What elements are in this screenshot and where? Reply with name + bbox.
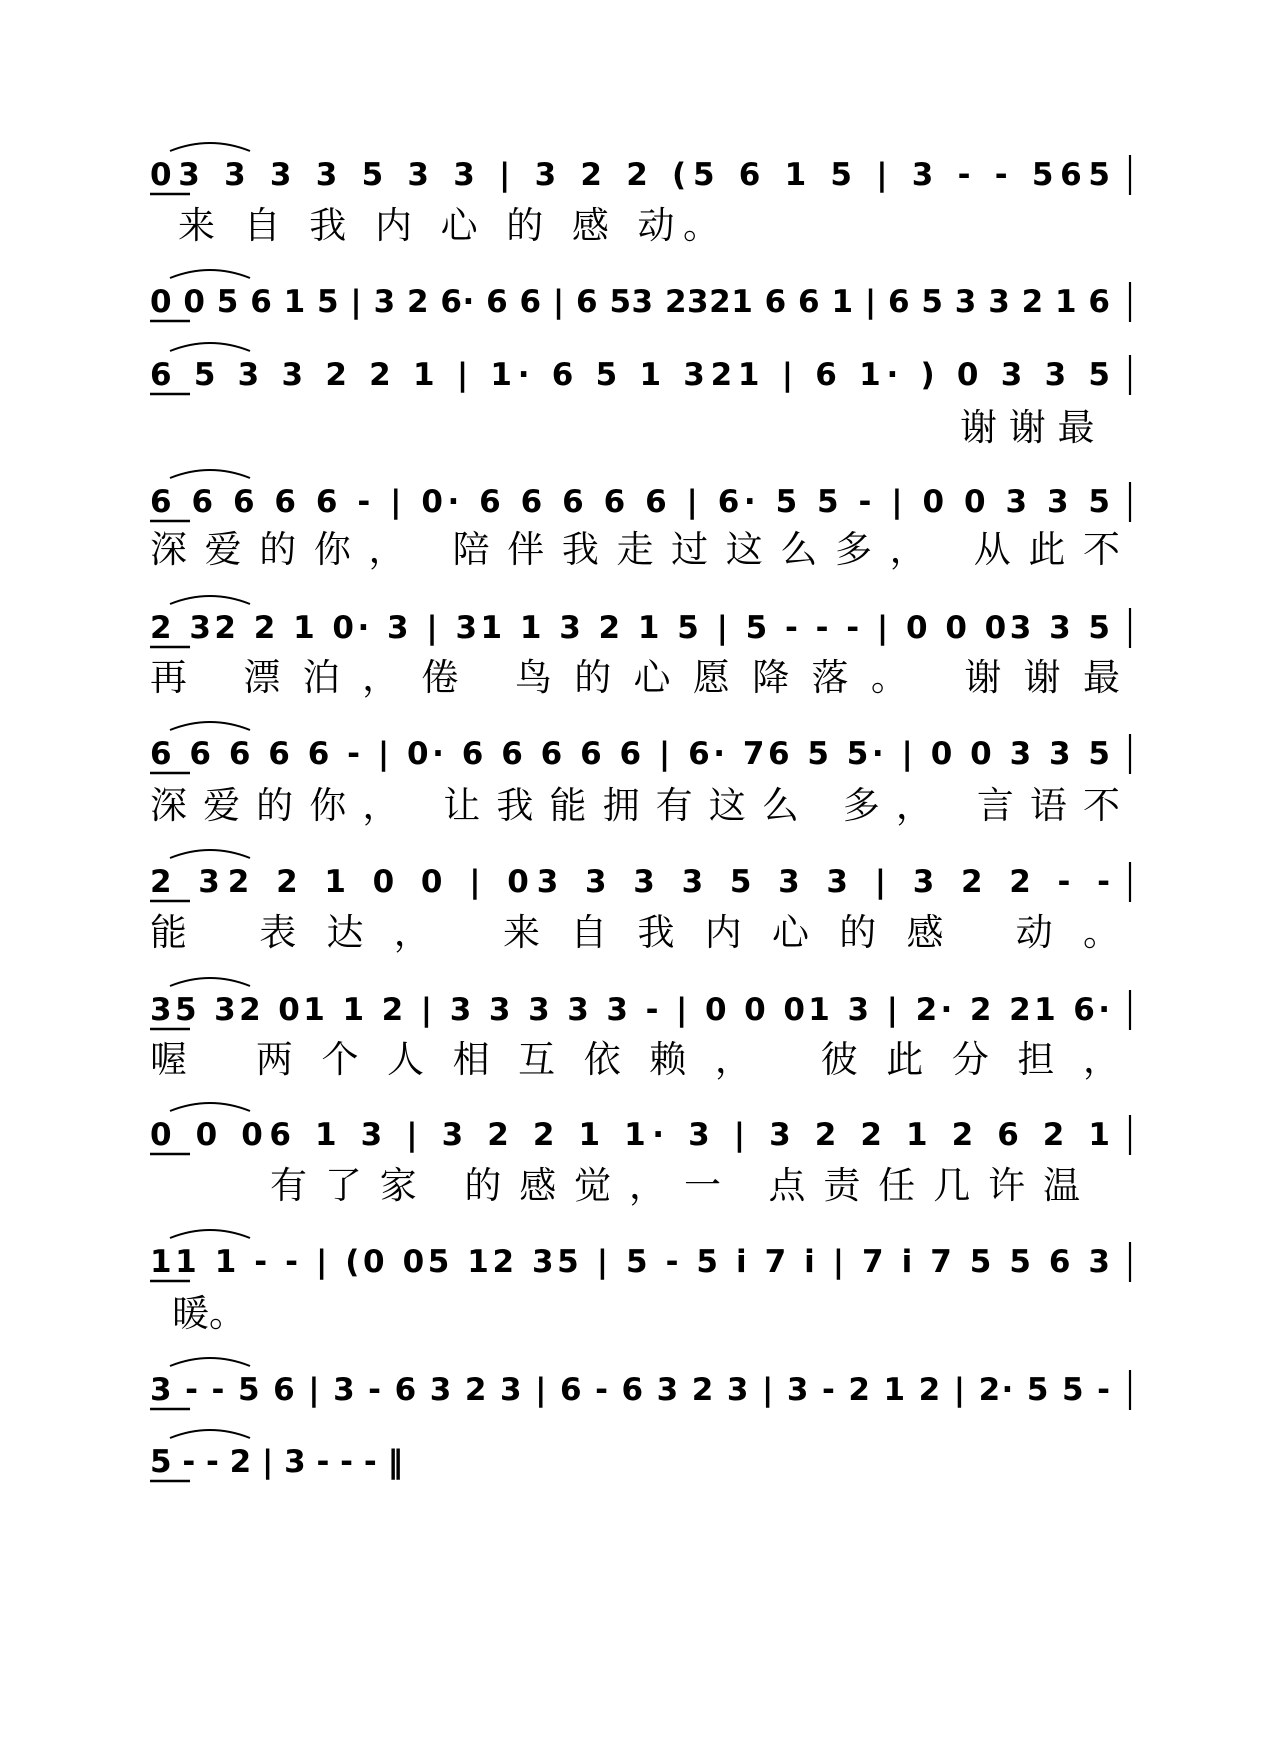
notation-line: 2 32 2 1 0· 3 | 31 1 3 2 1 5 | 5 - - - | 0 0 03 3 5: [150, 610, 1110, 646]
lyric-line: 深爱的你， 让我能拥有这么 多， 言语不: [150, 784, 1120, 827]
lyric-line: 有了家 的感觉，一 点责任几许温: [270, 1164, 1080, 1207]
lyric-line: 能 表达， 来自我内心的感 动。: [150, 911, 1120, 954]
notation-line: 6 5 3 3 2 2 1 | 1· 6 5 1 321 | 6 1· ) 0 3 3 5: [150, 357, 1110, 393]
music-system: [150, 1358, 1130, 1410]
notation-line: 5 - - 2 | 3 - - - ‖: [150, 1444, 403, 1480]
music-system: [150, 978, 1130, 1081]
notation-line: 0 0 06 1 3 | 3 2 2 1 1· 3 | 3 2 2 1 2 6 2 1: [150, 1117, 1110, 1153]
music-system: [150, 596, 1130, 699]
slur-tie: [170, 596, 250, 604]
lyric-line: 谢 谢 最: [960, 406, 1095, 449]
music-system: [150, 1103, 1130, 1207]
music-system: [150, 343, 1130, 449]
music-system: [150, 270, 1130, 322]
slur-tie: [170, 470, 250, 478]
slur-tie: [170, 722, 250, 730]
lyric-line: 来 自 我 内 心 的 感 动。: [178, 204, 720, 247]
slur-tie: [170, 1430, 250, 1438]
slur-tie: [170, 850, 250, 858]
lyric-line: 深爱的你， 陪伴我走过这么多， 从此不: [150, 528, 1120, 571]
lyric-line: 暖。: [172, 1292, 246, 1335]
notation-line: 2 32 2 1 0 0 | 03 3 3 3 5 3 3 | 3 2 2 - -: [150, 864, 1110, 900]
notation-line: 11 1 - - | (0 05 12 35 | 5 - 5 i 7 i | 7 i 7 5 5 6 3: [150, 1244, 1111, 1280]
music-system: [150, 722, 1130, 827]
notation-line: 0 0 5 6 1 5 | 3 2 6· 6 6 | 6 53 2321 6 6 1 | 6 5 3 3 2 1 6: [150, 284, 1110, 320]
music-system: [150, 1230, 1130, 1335]
music-system: [150, 850, 1130, 954]
music-system: [150, 143, 1130, 247]
notation-line: 3 - - 5 6 | 3 - 6 3 2 3 | 6 - 6 3 2 3 | 3 - 2 1 2 | 2· 5 5 -: [150, 1372, 1110, 1408]
music-system: [150, 1430, 403, 1481]
slur-tie: [170, 1230, 250, 1238]
slur-tie: [170, 270, 250, 278]
slur-tie: [170, 1358, 250, 1366]
slur-tie: [170, 1103, 250, 1111]
slur-tie: [170, 143, 250, 151]
notation-line: 6 6 6 6 6 - | 0· 6 6 6 6 6 | 6· 76 5 5· | 0 0 3 3 5: [150, 736, 1110, 772]
notation-line: 35 32 01 1 2 | 3 3 3 3 3 - | 0 0 01 3 | 2· 2 21 6·: [150, 992, 1110, 1028]
notation-line: 03 3 3 3 5 3 3 | 3 2 2 (5 6 1 5 | 3 - - 565: [150, 157, 1110, 193]
lyric-line: 喔 两个人相互依赖， 彼此分担，: [150, 1038, 1120, 1081]
notation-line: 6 6 6 6 6 - | 0· 6 6 6 6 6 | 6· 5 5 - | 0 0 3 3 5: [150, 484, 1110, 520]
slur-tie: [170, 978, 250, 986]
lyric-line: 再 漂泊，倦 鸟的心愿降落。 谢谢最: [150, 656, 1120, 699]
music-system: [150, 470, 1130, 571]
slur-tie: [170, 343, 250, 351]
